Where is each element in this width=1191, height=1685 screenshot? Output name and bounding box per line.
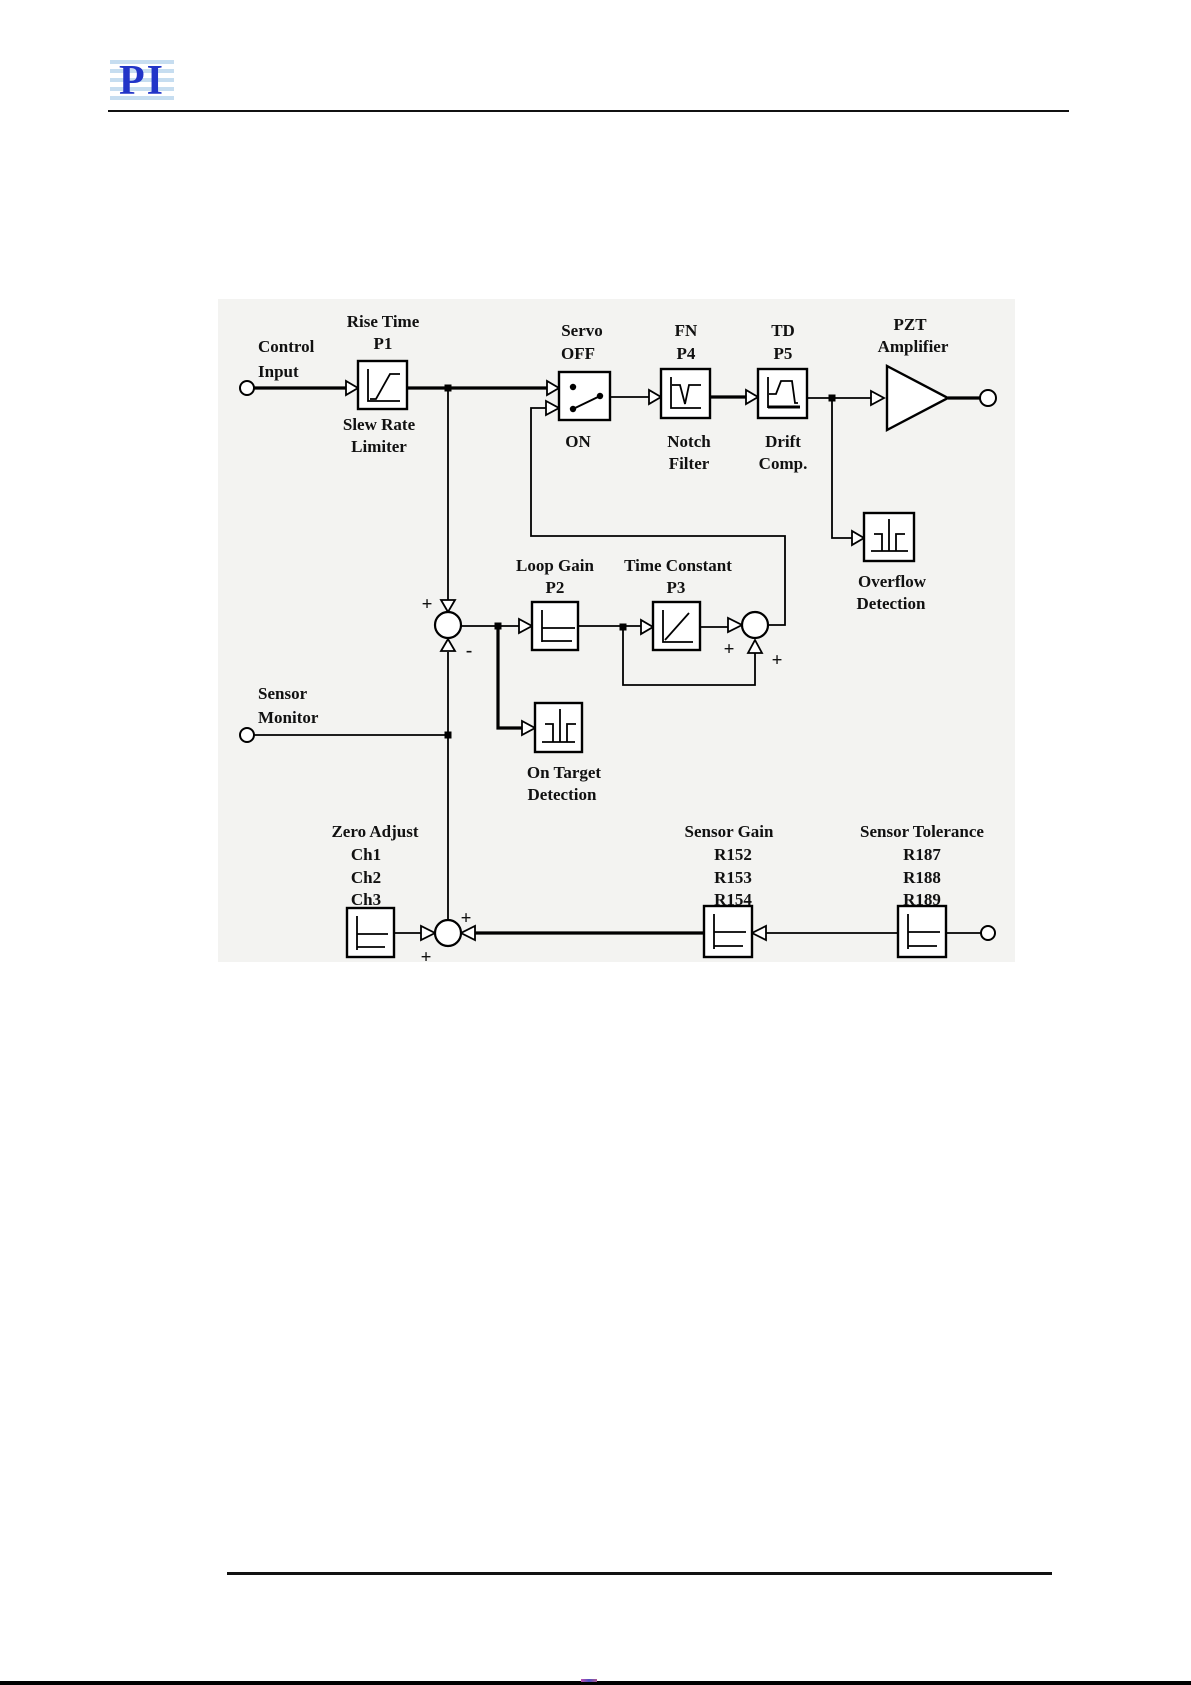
label-comp: Comp. xyxy=(758,454,808,473)
label-sensor-tolerance: Sensor Tolerance xyxy=(860,822,984,841)
label-p1: P1 xyxy=(373,334,393,353)
label-rise-time: Rise Time xyxy=(346,312,420,331)
label-ch2: Ch2 xyxy=(350,868,382,887)
label-p2: P2 xyxy=(545,578,565,597)
label-on-target: On Target xyxy=(526,763,602,782)
junction-dot-error xyxy=(495,623,502,630)
label-control-2: Input xyxy=(258,362,299,381)
junction-dot-sensor xyxy=(445,732,452,739)
junction-dot-setpoint xyxy=(445,385,452,392)
label-limiter: Limiter xyxy=(351,437,407,456)
label-filter: Filter xyxy=(668,454,710,473)
label-overflow-detection: Detection xyxy=(856,594,926,613)
sign-sum2-plus-bottom: + xyxy=(771,650,783,671)
label-pzt: PZT xyxy=(893,315,927,334)
label-r187: R187 xyxy=(903,845,941,864)
sign-sum2-plus-left: + xyxy=(723,639,735,660)
bottom-edge-bar xyxy=(0,1681,1191,1685)
label-r188: R188 xyxy=(903,868,941,887)
label-control-1: Control xyxy=(258,337,315,356)
label-slew-rate: Slew Rate xyxy=(342,415,416,434)
sign-sum1-minus: - xyxy=(465,640,473,661)
sign-sum1-plus: + xyxy=(421,594,433,615)
switch-contact-off xyxy=(570,384,576,390)
label-off: OFF xyxy=(561,344,595,363)
block-notch-filter xyxy=(661,369,710,418)
sign-sum3-plus-left: + xyxy=(420,947,432,968)
junction-dot-p2-out xyxy=(620,624,627,631)
label-fn: FN xyxy=(674,321,698,340)
label-r152: R152 xyxy=(714,845,752,864)
label-time-constant: Time Constant xyxy=(624,556,732,575)
label-r153: R153 xyxy=(714,868,752,887)
label-amplifier: Amplifier xyxy=(877,337,949,356)
label-drift: Drift xyxy=(765,432,801,451)
label-ch1: Ch1 xyxy=(350,845,382,864)
summing-junction-sensor xyxy=(435,920,461,946)
label-ch3: Ch3 xyxy=(350,890,382,909)
terminal-pzt-output xyxy=(980,390,996,406)
block-zero-adjust xyxy=(347,908,394,957)
label-zero-adjust: Zero Adjust xyxy=(331,822,419,841)
block-on-target-detection xyxy=(535,703,582,752)
block-loop-gain xyxy=(532,602,578,650)
label-sensor: Sensor xyxy=(258,684,308,703)
summing-junction-main xyxy=(435,612,461,638)
label-monitor: Monitor xyxy=(258,708,319,727)
label-on-target-detection: Detection xyxy=(527,785,597,804)
label-td: TD xyxy=(771,321,795,340)
label-p4: P4 xyxy=(676,344,696,363)
label-r154: R154 xyxy=(714,890,752,909)
sign-sum3-plus-top: + xyxy=(460,908,472,929)
label-on: ON xyxy=(565,432,591,451)
label-p5: P5 xyxy=(773,344,793,363)
terminal-sensor-input xyxy=(981,926,995,940)
footer-rule xyxy=(227,1572,1052,1575)
block-drift-comp xyxy=(758,369,807,418)
label-sensor-gain: Sensor Gain xyxy=(684,822,774,841)
terminal-sensor-monitor xyxy=(240,728,254,742)
label-notch: Notch xyxy=(667,432,711,451)
label-loop-gain: Loop Gain xyxy=(516,556,594,575)
pi-logo-text: PI xyxy=(119,58,165,104)
bottom-color-fragment xyxy=(581,1679,597,1682)
label-overflow: Overflow xyxy=(858,572,926,591)
junction-dot-amp-input xyxy=(829,395,836,402)
label-r189: R189 xyxy=(903,890,941,909)
label-servo: Servo xyxy=(561,321,603,340)
terminal-control-input xyxy=(240,381,254,395)
label-p3: P3 xyxy=(666,578,686,597)
summing-junction-p3 xyxy=(742,612,768,638)
